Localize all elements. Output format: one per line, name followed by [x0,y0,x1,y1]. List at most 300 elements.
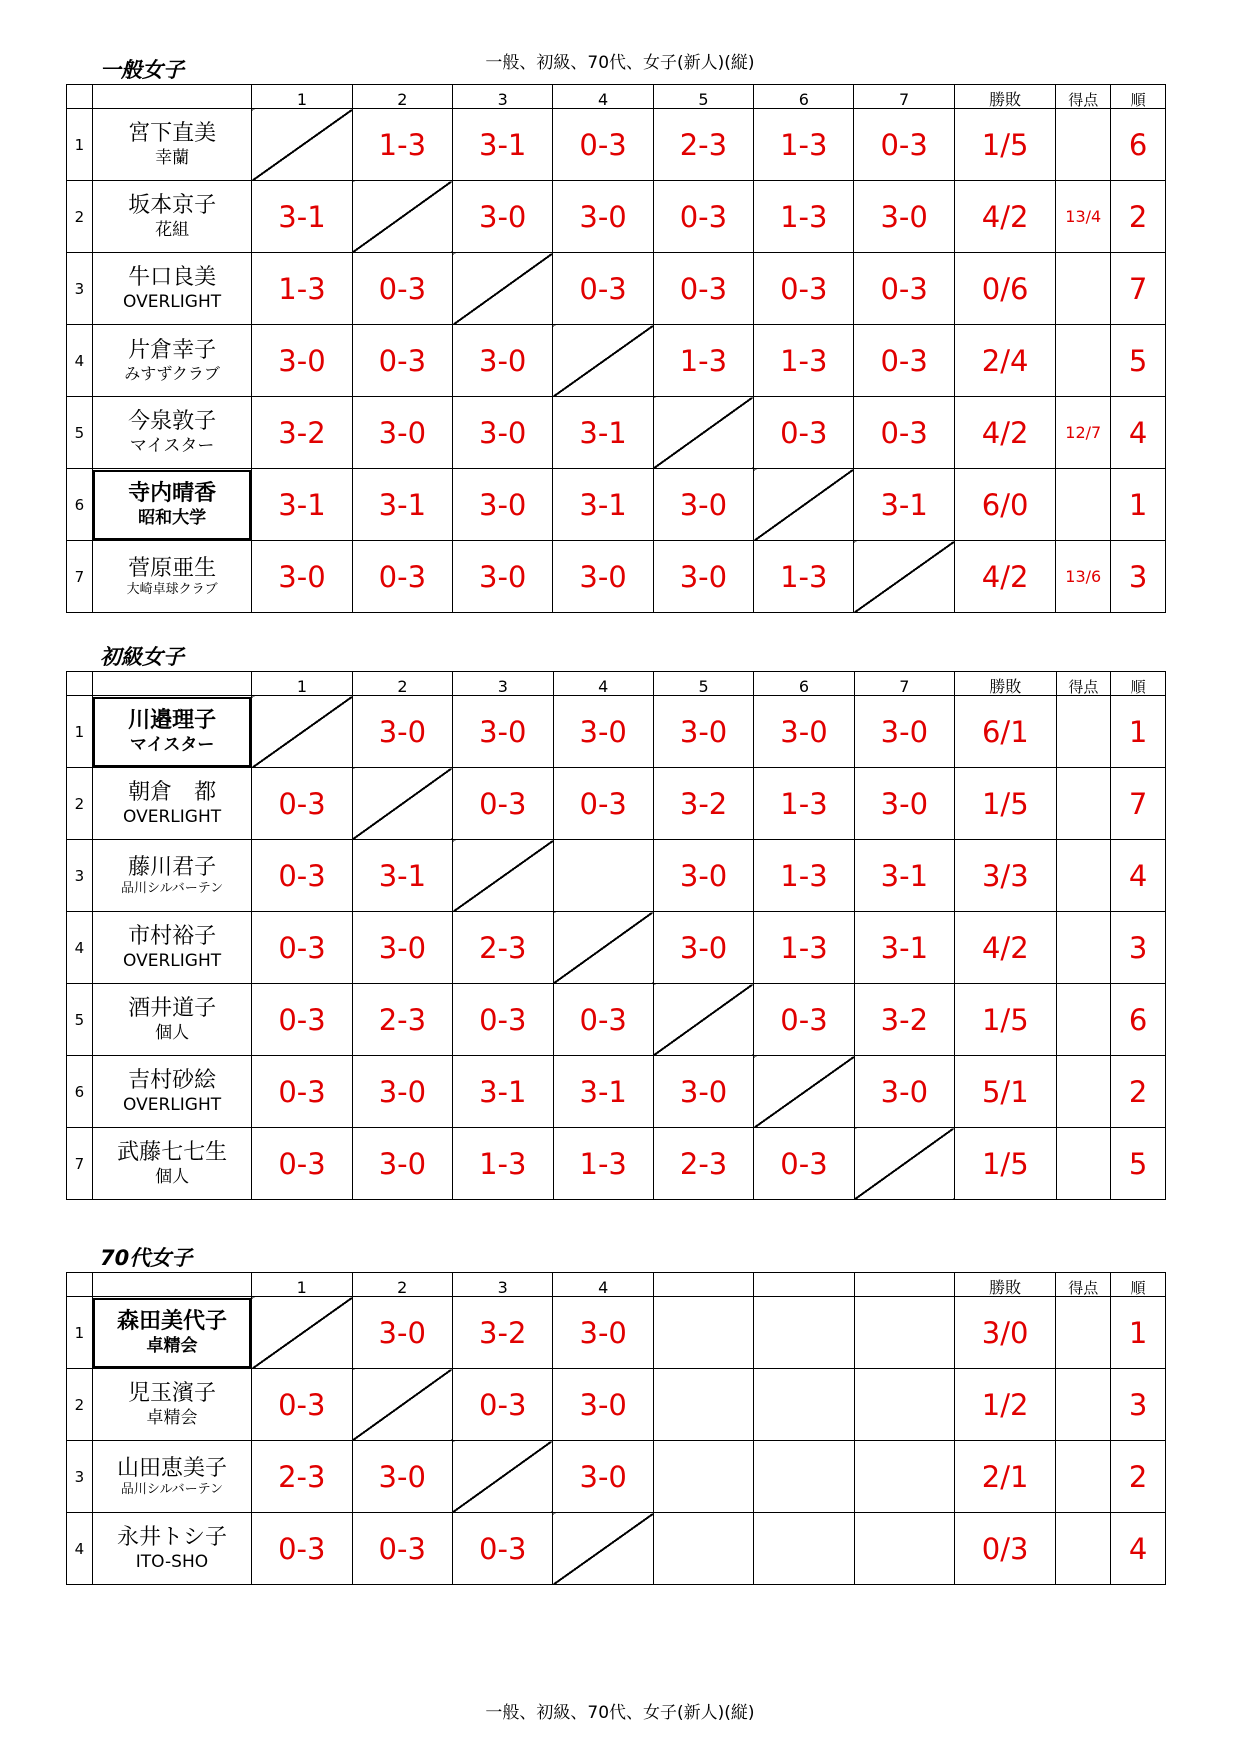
table-row [67,1369,1166,1441]
player-club: 個人 [155,1166,190,1187]
player-number: 1 [67,1297,93,1369]
win-loss-cell: 6/0 [954,469,1056,541]
diagonal-cell [854,541,954,613]
player-name: 児玉濱子 [127,1381,216,1407]
win-loss-cell: 2/1 [954,1441,1056,1513]
win-loss-cell: 4/2 [954,181,1056,253]
rank-cell: 3 [1111,1369,1166,1441]
score-cell: 3-0 [553,181,653,253]
player-number: 6 [67,469,93,541]
score-cell: 3-0 [653,840,753,912]
score-cell: 3-1 [553,469,653,541]
win-loss-cell: 1/5 [954,109,1056,181]
score-cell: 0-3 [553,109,653,181]
score-cell [854,1369,954,1441]
score-cell: 0-3 [754,984,854,1056]
score-cell [553,840,653,912]
player-name: 市村裕子 [128,924,217,950]
player-club: OVERLIGHT [123,950,222,971]
win-loss-cell: 1/5 [955,1128,1057,1200]
header-blank [92,672,251,696]
player-cell [92,696,251,768]
score-cell: 2-3 [653,1128,753,1200]
points-cell [1056,253,1111,325]
score-cell: 3-0 [653,469,753,541]
player-club: 花組 [155,219,190,240]
win-loss-cell: 0/6 [954,253,1056,325]
score-cell [653,1369,753,1441]
player-name: 武藤七七生 [117,1140,228,1166]
score-cell: 0-3 [252,912,352,984]
table-row [67,325,1166,397]
rank-cell: 2 [1111,1441,1166,1513]
score-cell: 1-3 [754,541,854,613]
diagonal-cell [453,253,553,325]
points-cell [1056,1513,1111,1585]
player-cell [92,1513,251,1585]
diagonal-cell [653,984,753,1056]
header-win-loss: 勝敗 [954,1273,1056,1297]
player-cell [92,1441,251,1513]
score-cell: 0-3 [754,1128,854,1200]
player-club: 幸蘭 [155,147,190,168]
score-cell: 0-3 [553,984,653,1056]
header-col-7 [854,1273,954,1297]
points-cell: 13/6 [1056,541,1111,613]
score-cell: 3-0 [653,541,753,613]
header-col-6 [754,1273,854,1297]
diagonal-cell [754,1056,854,1128]
player-club: ITO-SHO [135,1551,209,1572]
header-blank [67,672,93,696]
diagonal-cell [252,109,352,181]
score-cell: 2-3 [252,1441,352,1513]
score-cell: 3-0 [653,696,753,768]
section-title: 初級女子 [100,645,184,669]
score-cell: 3-2 [452,1297,552,1369]
player-number: 1 [67,109,93,181]
score-cell: 0-3 [754,397,854,469]
score-cell: 0-3 [352,541,452,613]
player-club: OVERLIGHT [123,806,222,827]
table-row [67,253,1166,325]
score-cell: 3-0 [854,1056,954,1128]
score-cell: 3-0 [453,469,553,541]
player-name: 永井トシ子 [116,1525,227,1551]
player-name: 川邉理子 [128,708,217,734]
document-title: 一般、初級、70代、女子(新人)(縦) [485,53,755,73]
player-club: みすずクラブ [124,364,220,384]
score-cell: 0-3 [653,181,753,253]
player-club: 卓精会 [146,1335,198,1356]
header-rank: 順 [1111,672,1166,696]
score-cell: 0-3 [553,768,653,840]
table-row [67,469,1166,541]
score-cell: 0-3 [252,768,352,840]
rank-cell: 6 [1111,984,1166,1056]
table-row [67,541,1166,613]
rank-cell: 7 [1111,253,1166,325]
diagonal-cell [854,1128,954,1200]
score-cell: 0-3 [252,840,352,912]
score-cell: 0-3 [453,768,553,840]
rank-cell: 7 [1111,768,1166,840]
table-row [67,1056,1166,1128]
player-name: 片倉幸子 [128,337,217,363]
player-club: 品川シルバーテン [120,1482,224,1498]
score-cell: 0-3 [352,325,452,397]
header-row [67,1273,1166,1297]
rank-cell: 1 [1111,1297,1166,1369]
points-cell [1056,109,1111,181]
header-col-5: 5 [653,672,753,696]
points-cell: 13/4 [1056,181,1111,253]
table-row [67,1128,1166,1200]
player-name: 菅原亜生 [128,555,217,581]
player-cell [92,325,251,397]
score-cell [653,1297,753,1369]
diagonal-cell [252,696,352,768]
score-cell: 3-0 [352,1441,452,1513]
table-row [67,912,1166,984]
header-col-3: 3 [453,672,553,696]
score-cell: 3-1 [252,181,352,253]
player-number: 4 [67,912,93,984]
player-number: 5 [67,984,93,1056]
score-cell: 3-0 [252,541,352,613]
win-loss-cell: 1/5 [955,984,1057,1056]
score-cell: 3-2 [653,768,753,840]
player-club: マイスター [129,734,215,755]
header-col-4: 4 [553,1273,653,1297]
diagonal-cell [553,1513,653,1585]
diagonal-cell [352,1369,452,1441]
score-cell: 0-3 [653,253,753,325]
score-cell: 3-1 [854,912,954,984]
score-cell: 3-0 [352,1128,452,1200]
score-cell: 3-0 [453,696,553,768]
rank-cell: 2 [1111,1056,1166,1128]
header-points: 得点 [1056,672,1111,696]
score-cell: 3-0 [553,696,653,768]
header-blank [67,1273,93,1297]
points-cell [1056,696,1111,768]
diagonal-cell [553,912,653,984]
rank-cell: 1 [1111,696,1166,768]
header-col-7: 7 [854,85,954,109]
table-row [67,768,1166,840]
results-table [66,84,1166,613]
score-cell: 3-0 [553,1297,653,1369]
rank-cell: 4 [1111,1513,1166,1585]
header-col-2: 2 [352,1273,452,1297]
header-blank [67,85,93,109]
score-cell: 3-0 [553,1369,653,1441]
player-cell [92,469,251,541]
score-cell: 1-3 [553,1128,653,1200]
header-col-7: 7 [854,672,954,696]
player-number: 6 [67,1056,93,1128]
points-cell [1056,1056,1111,1128]
points-cell [1056,1128,1111,1200]
table-row [67,1513,1166,1585]
player-cell [92,181,251,253]
rank-cell: 6 [1111,109,1166,181]
score-cell: 0-3 [854,325,954,397]
score-cell: 3-0 [352,912,452,984]
score-cell: 3-0 [553,1441,653,1513]
player-name: 今泉敦子 [128,409,217,435]
player-club: OVERLIGHT [123,291,222,312]
header-blank [92,1273,251,1297]
win-loss-cell: 1/2 [954,1369,1056,1441]
score-cell: 1-3 [653,325,753,397]
score-cell: 0-3 [854,253,954,325]
score-cell: 3-1 [453,109,553,181]
player-club: マイスター [129,435,215,456]
diagonal-cell [252,1297,352,1369]
score-cell: 0-3 [452,1513,552,1585]
win-loss-cell: 3/0 [954,1297,1056,1369]
score-cell: 3-1 [453,1056,553,1128]
score-cell: 3-0 [553,541,653,613]
rank-cell: 4 [1111,397,1166,469]
score-cell: 3-0 [352,1056,452,1128]
header-points: 得点 [1056,85,1111,109]
score-cell: 2-3 [653,109,753,181]
score-cell [854,1297,954,1369]
header-col-6: 6 [754,672,854,696]
score-cell: 0-3 [854,397,954,469]
player-name: 宮下直美 [128,121,217,147]
score-cell: 0-3 [252,1513,352,1585]
section-title: 一般女子 [100,58,184,82]
header-col-5: 5 [653,85,753,109]
points-cell [1056,469,1111,541]
score-cell: 3-1 [854,469,954,541]
header-col-1: 1 [252,85,352,109]
score-cell: 3-1 [352,840,452,912]
rank-cell: 5 [1111,325,1166,397]
table-row [67,397,1166,469]
player-cell [92,1369,251,1441]
player-cell [92,253,251,325]
player-cell [92,912,251,984]
score-cell: 3-0 [453,541,553,613]
score-cell: 3-0 [854,696,954,768]
results-table [66,671,1166,1200]
score-cell [854,1441,954,1513]
score-cell: 0-3 [754,253,854,325]
player-name: 坂本京子 [128,193,217,219]
header-col-1: 1 [252,1273,352,1297]
player-number: 3 [67,253,93,325]
score-cell: 1-3 [754,181,854,253]
diagonal-cell [553,325,653,397]
score-cell: 0-3 [352,253,452,325]
score-cell: 1-3 [453,1128,553,1200]
header-rank: 順 [1111,1273,1166,1297]
diagonal-cell [452,1441,552,1513]
score-cell: 0-3 [352,1513,452,1585]
table-row [67,984,1166,1056]
points-cell [1056,768,1111,840]
score-cell: 3-2 [252,397,352,469]
score-cell [754,1513,854,1585]
player-number: 5 [67,397,93,469]
score-cell: 3-0 [854,768,954,840]
rank-cell: 3 [1111,912,1166,984]
score-cell: 3-1 [252,469,352,541]
score-cell: 3-1 [553,397,653,469]
player-name: 吉村砂絵 [128,1068,217,1094]
player-club: 品川シルバーテン [121,881,224,897]
rank-cell: 2 [1111,181,1166,253]
player-number: 2 [67,181,93,253]
header-blank [92,85,251,109]
score-cell: 2-3 [352,984,452,1056]
table-row [67,181,1166,253]
score-cell: 3-1 [352,469,452,541]
score-cell: 1-3 [754,840,854,912]
player-name: 朝倉 都 [128,780,217,806]
score-cell: 1-3 [252,253,352,325]
rank-cell: 5 [1111,1128,1166,1200]
score-cell: 3-0 [453,181,553,253]
score-cell: 0-3 [452,1369,552,1441]
table-row [67,109,1166,181]
score-cell: 0-3 [252,1128,352,1200]
player-cell [92,1128,251,1200]
score-cell: 3-0 [653,1056,753,1128]
header-col-1: 1 [252,672,352,696]
diagonal-cell [352,181,452,253]
score-cell: 1-3 [754,325,854,397]
player-cell [92,1297,251,1369]
score-cell [653,1513,753,1585]
player-cell [92,840,251,912]
score-cell: 0-3 [553,253,653,325]
win-loss-cell: 4/2 [955,912,1057,984]
player-number: 7 [67,541,93,613]
win-loss-cell: 3/3 [955,840,1057,912]
score-cell: 2-3 [453,912,553,984]
score-cell [754,1441,854,1513]
score-cell: 3-0 [854,181,954,253]
score-cell: 3-0 [352,397,452,469]
header-col-5 [653,1273,753,1297]
player-number: 2 [67,1369,93,1441]
player-club: 大崎卓球クラブ [126,582,218,598]
score-cell: 1-3 [754,912,854,984]
player-number: 1 [67,696,93,768]
score-cell [754,1297,854,1369]
player-name: 寺内晴香 [128,481,217,507]
player-number: 2 [67,768,93,840]
win-loss-cell: 4/2 [954,541,1056,613]
score-cell [653,1441,753,1513]
points-cell [1056,1297,1111,1369]
score-cell: 0-3 [252,1369,352,1441]
score-cell: 3-2 [854,984,954,1056]
footer-title: 一般、初級、70代、女子(新人)(縦) [485,1703,755,1723]
diagonal-cell [653,397,753,469]
header-col-6: 6 [754,85,854,109]
player-number: 3 [67,1441,93,1513]
player-name: 藤川君子 [128,854,217,880]
score-cell: 1-3 [754,109,854,181]
table-row [67,1441,1166,1513]
score-cell [854,1513,954,1585]
player-number: 4 [67,325,93,397]
score-cell: 0-3 [252,984,352,1056]
player-cell [92,397,251,469]
points-cell [1056,912,1111,984]
score-cell: 1-3 [754,768,854,840]
header-points: 得点 [1056,1273,1111,1297]
score-cell: 0-3 [453,984,553,1056]
header-col-2: 2 [352,672,452,696]
player-name: 酒井道子 [128,996,217,1022]
player-number: 3 [67,840,93,912]
win-loss-cell: 0/3 [954,1513,1056,1585]
player-number: 4 [67,1513,93,1585]
score-cell: 3-0 [754,696,854,768]
score-cell: 3-0 [352,1297,452,1369]
player-name: 牛口良美 [128,265,217,291]
rank-cell: 3 [1111,541,1166,613]
win-loss-cell: 1/5 [955,768,1057,840]
diagonal-cell [453,840,553,912]
score-cell: 3-1 [553,1056,653,1128]
header-col-2: 2 [352,85,452,109]
points-cell [1056,1369,1111,1441]
player-club: OVERLIGHT [123,1094,222,1115]
score-cell: 3-0 [453,325,553,397]
win-loss-cell: 6/1 [955,696,1057,768]
score-cell: 3-0 [653,912,753,984]
points-cell [1056,984,1111,1056]
header-col-3: 3 [453,85,553,109]
player-cell [92,1056,251,1128]
player-cell [92,984,251,1056]
header-win-loss: 勝敗 [955,672,1057,696]
player-club: 昭和大学 [138,507,207,528]
player-cell [92,541,251,613]
score-cell: 3-1 [854,840,954,912]
score-cell: 1-3 [352,109,452,181]
results-table [66,1272,1166,1585]
header-row [67,85,1166,109]
table-row [67,840,1166,912]
player-name: 山田恵美子 [116,1455,227,1481]
table-row [67,696,1166,768]
header-col-3: 3 [452,1273,552,1297]
table-row [67,1297,1166,1369]
player-cell [92,768,251,840]
points-cell [1056,1441,1111,1513]
score-cell: 3-0 [453,397,553,469]
header-col-4: 4 [553,672,653,696]
diagonal-cell [754,469,854,541]
header-rank: 順 [1111,85,1166,109]
player-number: 7 [67,1128,93,1200]
score-cell [754,1369,854,1441]
header-row [67,672,1166,696]
rank-cell: 1 [1111,469,1166,541]
player-cell [92,109,251,181]
score-cell: 0-3 [854,109,954,181]
